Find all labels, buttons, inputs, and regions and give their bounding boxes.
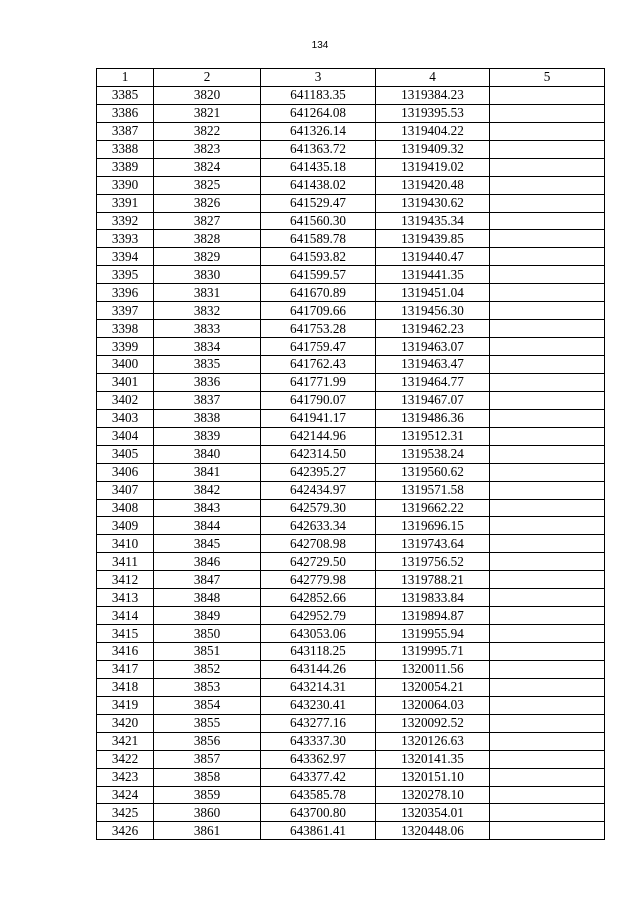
table-cell: 3390 [97, 176, 154, 194]
table-cell [490, 553, 605, 571]
table-row [97, 589, 605, 607]
table-cell: 1319419.02 [376, 158, 490, 176]
table-cell: 1319955.94 [376, 625, 490, 643]
table-cell [490, 248, 605, 266]
table-row [97, 338, 605, 356]
table-cell: 3828 [154, 230, 261, 248]
table-cell: 1319788.21 [376, 571, 490, 589]
table-row [97, 481, 605, 499]
table-cell [490, 804, 605, 822]
table-cell: 3851 [154, 643, 261, 661]
table-cell: 643118.25 [261, 643, 376, 661]
table-cell: 1319441.35 [376, 266, 490, 284]
table-cell: 3846 [154, 553, 261, 571]
table-cell: 642952.79 [261, 607, 376, 625]
table-cell [490, 607, 605, 625]
table-cell [490, 230, 605, 248]
table-cell: 3423 [97, 768, 154, 786]
table-cell: 3820 [154, 86, 261, 104]
table-cell: 3848 [154, 589, 261, 607]
table-row [97, 266, 605, 284]
table-cell [490, 822, 605, 840]
table-cell: 3406 [97, 463, 154, 481]
table-cell [490, 625, 605, 643]
table-row [97, 786, 605, 804]
table-cell: 1319696.15 [376, 517, 490, 535]
table-cell: 3833 [154, 320, 261, 338]
table-cell: 3416 [97, 643, 154, 661]
table-cell: 1320354.01 [376, 804, 490, 822]
table-cell: 3392 [97, 212, 154, 230]
table-cell: 3411 [97, 553, 154, 571]
table-cell: 642314.50 [261, 445, 376, 463]
table-cell: 641435.18 [261, 158, 376, 176]
table-cell: 3834 [154, 338, 261, 356]
table-cell: 3421 [97, 732, 154, 750]
table-cell: 642779.98 [261, 571, 376, 589]
table-cell: 3849 [154, 607, 261, 625]
table-cell: 643861.41 [261, 822, 376, 840]
page-number: 134 [311, 40, 329, 51]
table-row [97, 284, 605, 302]
table-cell [490, 732, 605, 750]
table-cell [490, 768, 605, 786]
table-cell: 3845 [154, 535, 261, 553]
table-row [97, 607, 605, 625]
table-cell: 3859 [154, 786, 261, 804]
table-cell: 1319463.47 [376, 356, 490, 374]
table-cell: 3824 [154, 158, 261, 176]
table-cell [490, 643, 605, 661]
table-cell: 1320141.35 [376, 750, 490, 768]
table-cell: 3404 [97, 427, 154, 445]
table-cell: 3830 [154, 266, 261, 284]
table-cell: 3401 [97, 373, 154, 391]
table-cell: 1319420.48 [376, 176, 490, 194]
table-cell: 3822 [154, 122, 261, 140]
table-cell [490, 481, 605, 499]
table-cell [490, 266, 605, 284]
column-header: 4 [376, 69, 490, 87]
table-cell [490, 445, 605, 463]
table-cell: 1319464.77 [376, 373, 490, 391]
table-cell: 641264.08 [261, 104, 376, 122]
table-row [97, 768, 605, 786]
table-row [97, 230, 605, 248]
coordinates-table [96, 68, 605, 840]
table-row [97, 643, 605, 661]
table-cell: 1319430.62 [376, 194, 490, 212]
table-header-row [97, 69, 605, 87]
table-cell: 642144.96 [261, 427, 376, 445]
table-row [97, 822, 605, 840]
table-cell: 643144.26 [261, 660, 376, 678]
table-body [97, 86, 605, 839]
table-cell: 3405 [97, 445, 154, 463]
table-cell: 3821 [154, 104, 261, 122]
table-cell: 1320064.03 [376, 696, 490, 714]
table-row [97, 356, 605, 374]
table-cell: 1319435.34 [376, 212, 490, 230]
table-cell [490, 589, 605, 607]
table-cell: 641593.82 [261, 248, 376, 266]
table-cell: 642395.27 [261, 463, 376, 481]
table-cell: 1319756.52 [376, 553, 490, 571]
table-cell: 3386 [97, 104, 154, 122]
table-row [97, 535, 605, 553]
table-row [97, 732, 605, 750]
table-cell: 3856 [154, 732, 261, 750]
table-cell: 643700.80 [261, 804, 376, 822]
table-cell: 3400 [97, 356, 154, 374]
table-cell: 643377.42 [261, 768, 376, 786]
table-cell: 3418 [97, 678, 154, 696]
table-cell: 643585.78 [261, 786, 376, 804]
table-cell: 3861 [154, 822, 261, 840]
table-cell [490, 678, 605, 696]
table-cell: 3842 [154, 481, 261, 499]
table-cell: 641560.30 [261, 212, 376, 230]
table-cell: 641183.35 [261, 86, 376, 104]
table-cell [490, 427, 605, 445]
table-cell: 1319894.87 [376, 607, 490, 625]
table-cell: 1319486.36 [376, 409, 490, 427]
table-cell: 3394 [97, 248, 154, 266]
table-cell: 641759.47 [261, 338, 376, 356]
table-cell: 642729.50 [261, 553, 376, 571]
table-row [97, 373, 605, 391]
table-cell: 3422 [97, 750, 154, 768]
table-row [97, 194, 605, 212]
table-cell: 643214.31 [261, 678, 376, 696]
table-cell: 1319384.23 [376, 86, 490, 104]
table-row [97, 445, 605, 463]
table-cell: 3826 [154, 194, 261, 212]
table-cell: 3409 [97, 517, 154, 535]
table-cell: 3424 [97, 786, 154, 804]
table-cell: 3407 [97, 481, 154, 499]
table-cell: 1319404.22 [376, 122, 490, 140]
table-cell: 1319571.58 [376, 481, 490, 499]
table-cell: 3847 [154, 571, 261, 589]
table-cell: 641670.89 [261, 284, 376, 302]
table-cell: 642852.66 [261, 589, 376, 607]
table-cell [490, 714, 605, 732]
table-row [97, 678, 605, 696]
table-cell: 3844 [154, 517, 261, 535]
table-cell [490, 750, 605, 768]
table-cell [490, 517, 605, 535]
table-cell: 642708.98 [261, 535, 376, 553]
table-row [97, 750, 605, 768]
table-cell: 643277.16 [261, 714, 376, 732]
table-row [97, 86, 605, 104]
table-cell: 641941.17 [261, 409, 376, 427]
table-cell: 1320448.06 [376, 822, 490, 840]
table-cell: 3854 [154, 696, 261, 714]
table-cell: 3408 [97, 499, 154, 517]
table-cell [490, 284, 605, 302]
table-row [97, 248, 605, 266]
table-cell: 642633.34 [261, 517, 376, 535]
table-cell: 3385 [97, 86, 154, 104]
table-cell [490, 194, 605, 212]
table-cell [490, 176, 605, 194]
table-cell [490, 302, 605, 320]
table-cell [490, 463, 605, 481]
table-cell: 3425 [97, 804, 154, 822]
table-cell [490, 338, 605, 356]
table-row [97, 212, 605, 230]
table-cell: 3395 [97, 266, 154, 284]
table-cell: 3414 [97, 607, 154, 625]
table-cell: 3403 [97, 409, 154, 427]
table-cell: 641438.02 [261, 176, 376, 194]
table-cell: 3387 [97, 122, 154, 140]
table-cell [490, 122, 605, 140]
table-cell: 3398 [97, 320, 154, 338]
table-cell: 3852 [154, 660, 261, 678]
table-cell: 1320092.52 [376, 714, 490, 732]
table-cell [490, 104, 605, 122]
table-cell [490, 535, 605, 553]
table-cell: 3413 [97, 589, 154, 607]
table-cell: 641326.14 [261, 122, 376, 140]
table-cell: 1319409.32 [376, 140, 490, 158]
table-cell: 1319439.85 [376, 230, 490, 248]
table-cell: 1320011.56 [376, 660, 490, 678]
table-cell: 1320151.10 [376, 768, 490, 786]
table-cell: 3396 [97, 284, 154, 302]
table-cell: 643337.30 [261, 732, 376, 750]
table-row [97, 391, 605, 409]
table-cell: 3397 [97, 302, 154, 320]
table-cell [490, 320, 605, 338]
table-cell: 641363.72 [261, 140, 376, 158]
table-cell: 3850 [154, 625, 261, 643]
table-cell [490, 696, 605, 714]
table-cell: 643362.97 [261, 750, 376, 768]
table-cell: 1319995.71 [376, 643, 490, 661]
table-cell: 3837 [154, 391, 261, 409]
table-cell: 1319395.53 [376, 104, 490, 122]
table-cell [490, 158, 605, 176]
table-cell: 1319662.22 [376, 499, 490, 517]
table-cell: 642579.30 [261, 499, 376, 517]
table-cell: 1319560.62 [376, 463, 490, 481]
table-cell: 3836 [154, 373, 261, 391]
table-cell: 3410 [97, 535, 154, 553]
column-header: 1 [97, 69, 154, 87]
table-row [97, 158, 605, 176]
table-cell: 643230.41 [261, 696, 376, 714]
table-row [97, 320, 605, 338]
table-cell [490, 786, 605, 804]
table-cell: 3840 [154, 445, 261, 463]
table-cell: 641589.78 [261, 230, 376, 248]
table-cell: 1319833.84 [376, 589, 490, 607]
table-cell: 1319462.23 [376, 320, 490, 338]
table-cell: 641529.47 [261, 194, 376, 212]
table-cell: 3417 [97, 660, 154, 678]
table-row [97, 499, 605, 517]
table-row [97, 696, 605, 714]
table-cell [490, 499, 605, 517]
table-cell: 3831 [154, 284, 261, 302]
table-cell: 1319451.04 [376, 284, 490, 302]
table-row [97, 714, 605, 732]
table-cell: 641790.07 [261, 391, 376, 409]
table-cell: 3853 [154, 678, 261, 696]
table-cell: 3825 [154, 176, 261, 194]
table-row [97, 122, 605, 140]
table-cell [490, 571, 605, 589]
table-row [97, 571, 605, 589]
table-cell [490, 140, 605, 158]
table-row [97, 176, 605, 194]
table-cell: 1320126.63 [376, 732, 490, 750]
table-cell: 3389 [97, 158, 154, 176]
table-cell: 641771.99 [261, 373, 376, 391]
table-row [97, 517, 605, 535]
table-cell: 3832 [154, 302, 261, 320]
table-cell: 3402 [97, 391, 154, 409]
table-cell: 641709.66 [261, 302, 376, 320]
table-cell [490, 86, 605, 104]
table-row [97, 104, 605, 122]
table-cell: 3412 [97, 571, 154, 589]
table-cell: 1319743.64 [376, 535, 490, 553]
table-cell: 1319456.30 [376, 302, 490, 320]
table-row [97, 625, 605, 643]
table-cell: 3426 [97, 822, 154, 840]
table-cell: 1319512.31 [376, 427, 490, 445]
table-cell: 1319538.24 [376, 445, 490, 463]
table-cell: 3827 [154, 212, 261, 230]
table-row [97, 409, 605, 427]
table-cell: 3855 [154, 714, 261, 732]
table-cell: 641762.43 [261, 356, 376, 374]
column-header: 3 [261, 69, 376, 87]
table-cell: 643053.06 [261, 625, 376, 643]
table-cell [490, 373, 605, 391]
table-cell: 3420 [97, 714, 154, 732]
table-cell [490, 391, 605, 409]
table-cell: 1320054.21 [376, 678, 490, 696]
table-cell: 3841 [154, 463, 261, 481]
table-cell: 3415 [97, 625, 154, 643]
table-cell: 3839 [154, 427, 261, 445]
table-cell: 1319467.07 [376, 391, 490, 409]
table-cell [490, 660, 605, 678]
table-cell: 3843 [154, 499, 261, 517]
table-cell: 1319440.47 [376, 248, 490, 266]
table-cell: 3858 [154, 768, 261, 786]
column-header: 5 [490, 69, 605, 87]
table-row [97, 427, 605, 445]
table-cell: 3838 [154, 409, 261, 427]
table-cell: 3393 [97, 230, 154, 248]
table-row [97, 140, 605, 158]
table-cell: 3399 [97, 338, 154, 356]
table-row [97, 660, 605, 678]
table-cell: 641753.28 [261, 320, 376, 338]
table-cell: 3388 [97, 140, 154, 158]
table-cell: 1319463.07 [376, 338, 490, 356]
table-cell: 641599.57 [261, 266, 376, 284]
table-cell [490, 212, 605, 230]
table-row [97, 553, 605, 571]
table-row [97, 302, 605, 320]
column-header: 2 [154, 69, 261, 87]
table-row [97, 463, 605, 481]
table-cell: 3823 [154, 140, 261, 158]
table-cell: 3835 [154, 356, 261, 374]
table-cell: 3860 [154, 804, 261, 822]
table-cell [490, 409, 605, 427]
table-cell: 3829 [154, 248, 261, 266]
table-cell [490, 356, 605, 374]
table-row [97, 804, 605, 822]
table-cell: 3419 [97, 696, 154, 714]
table-cell: 1320278.10 [376, 786, 490, 804]
table-cell: 3857 [154, 750, 261, 768]
table-cell: 3391 [97, 194, 154, 212]
table-cell: 642434.97 [261, 481, 376, 499]
